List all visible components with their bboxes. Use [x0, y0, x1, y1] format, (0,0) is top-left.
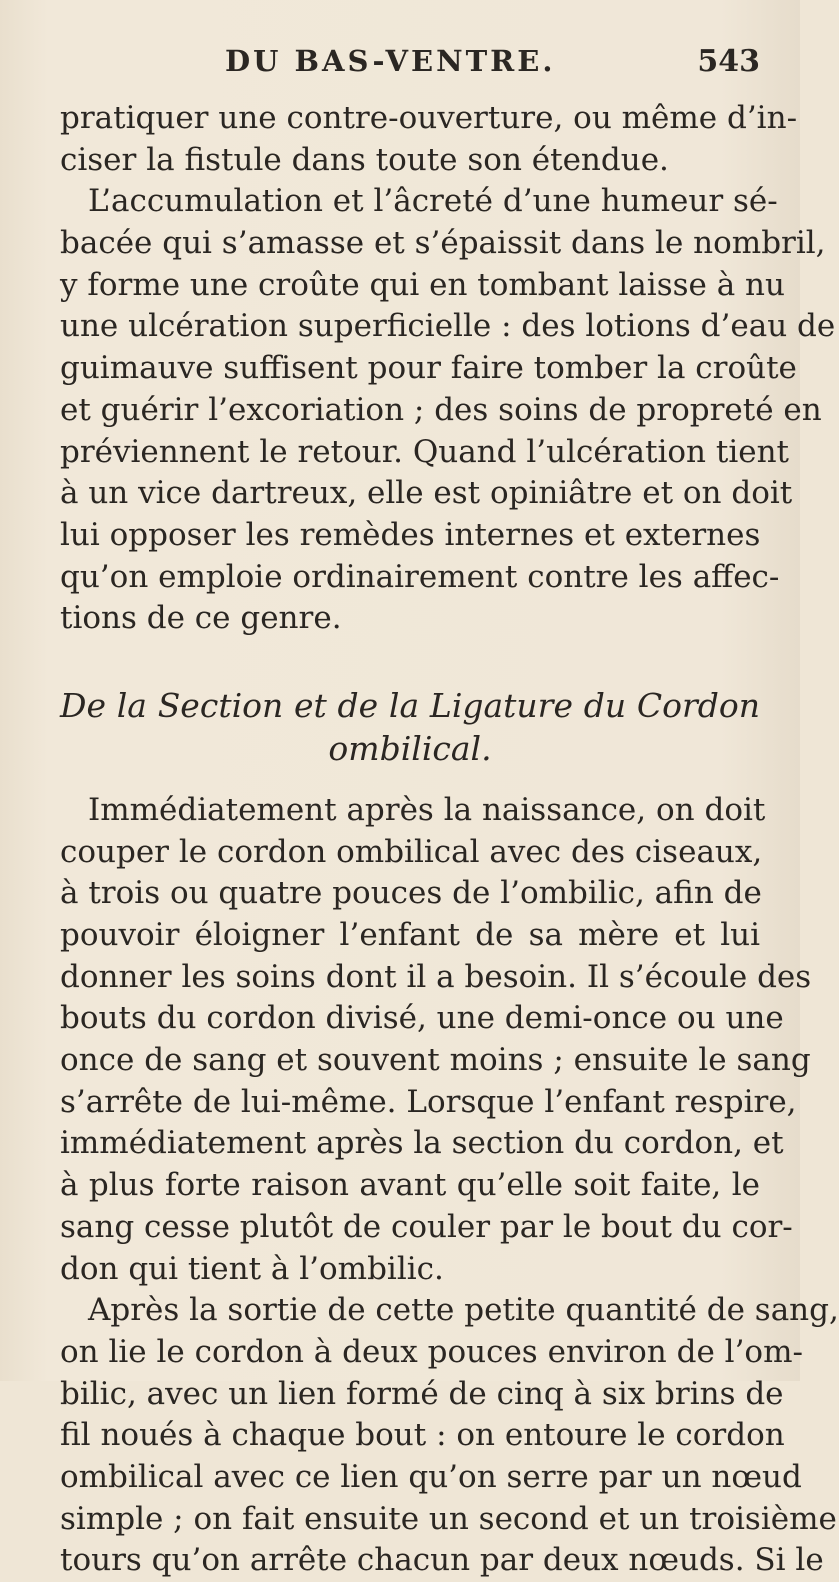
- text-line: simple ; on fait ensuite un second et un troisième: [60, 1500, 837, 1537]
- page-number: 543: [697, 44, 760, 79]
- text-line: L’accumulation et l’âcreté d’une humeur sé-: [88, 183, 778, 220]
- text-line: ciser la fistule dans toute son étendue.: [60, 141, 669, 178]
- text-line: once de sang et souvent moins ; ensuite le sang: [60, 1042, 811, 1079]
- spacer: [60, 770, 760, 790]
- paragraph-section-cordon: [60, 790, 812, 1290]
- text-line: s’arrête de lui-même. Lorsque l’enfant respire,: [60, 1083, 797, 1120]
- section-heading: [60, 684, 760, 770]
- running-head: DU BAS-VENTRE.: [225, 44, 556, 78]
- text-line: pouvoir éloigner l’enfant de sa mère et lui: [60, 917, 760, 953]
- text-line: une ulcération superficielle : des lotions d’eau de: [60, 308, 836, 345]
- text-line: lui opposer les remèdes internes et externes: [60, 516, 761, 553]
- text-line: sang cesse plutôt de couler par le bout du cor-: [60, 1208, 793, 1245]
- text-line: tions de ce genre.: [60, 600, 342, 637]
- page-header: [60, 44, 760, 84]
- text-line: préviennent le retour. Quand l’ulcération tient: [60, 433, 789, 470]
- heading-line: ombilical.: [328, 728, 492, 768]
- text-line: bacée qui s’amasse et s’épaissit dans le nombril,: [60, 225, 826, 262]
- text-line: à trois ou quatre pouces de l’ombilic, afin de: [60, 875, 762, 912]
- text-line: fil noués à chaque bout : on entoure le cordon: [60, 1417, 785, 1454]
- text-line: pratiquer une contre-ouverture, ou même d’in-: [60, 100, 798, 136]
- text-line: couper le cordon ombilical avec des ciseaux,: [60, 833, 763, 870]
- paragraph-ligature: [60, 1290, 839, 1582]
- text-line: guimauve suffisent pour faire tomber la croûte: [60, 350, 797, 387]
- text-line: Après la sortie de cette petite quantité de sang,: [88, 1292, 839, 1329]
- text-line: bouts du cordon divisé, une demi-once ou une: [60, 1000, 784, 1037]
- spacer: [60, 640, 760, 684]
- paragraph-fistule: [60, 98, 798, 181]
- text-line: à plus forte raison avant qu’elle soit faite, le: [60, 1167, 760, 1204]
- text-line: don qui tient à l’ombilic.: [60, 1250, 444, 1287]
- text-line: à un vice dartreux, elle est opiniâtre et on doit: [60, 475, 793, 512]
- text-line: y forme une croûte qui en tombant laisse à nu: [60, 266, 785, 303]
- text-line: donner les soins dont il a besoin. Il s’écoule des: [60, 958, 812, 995]
- text-line: qu’on emploie ordinairement contre les affec-: [60, 558, 780, 595]
- text-line: on lie le cordon à deux pouces environ de l’om-: [60, 1333, 803, 1370]
- paragraph-humeur-sebacee: [60, 181, 836, 640]
- text-line: Immédiatement après la naissance, on doit: [88, 791, 766, 828]
- text-line: bilic, avec un lien formé de cinq à six brins de: [60, 1375, 784, 1412]
- text-line: tours qu’on arrête chacun par deux nœuds. Si le: [60, 1542, 824, 1579]
- text-line: immédiatement après la section du cordon, et: [60, 1125, 784, 1162]
- heading-line: De la Section et de la Ligature du Cordon: [60, 685, 760, 725]
- text-line: et guérir l’excoriation ; des soins de propreté en: [60, 391, 822, 428]
- body-text: [60, 98, 839, 1582]
- text-line: ombilical avec ce lien qu’on serre par un nœud: [60, 1458, 802, 1495]
